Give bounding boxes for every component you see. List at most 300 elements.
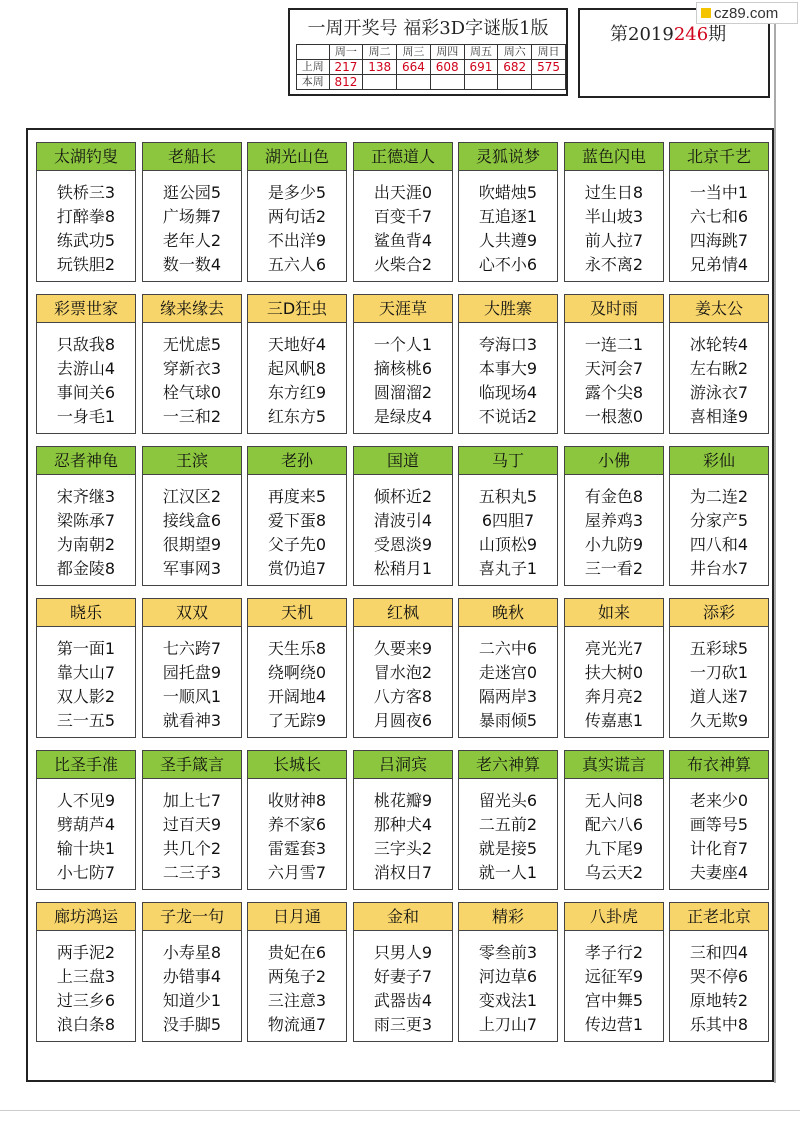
riddle-line: 江汉区2 [162,487,222,506]
card-riddles [37,171,135,277]
riddle-line: 清波引4 [373,511,433,530]
riddle-line: 留光头6 [478,791,538,810]
draw-number: 138 [363,60,397,75]
card-author: 灵狐说梦 [459,143,557,171]
corner-cell [297,45,330,60]
riddle-line: 就看神3 [162,711,222,730]
riddle-line: 鲨鱼背4 [373,231,433,250]
riddle-line: 老年人2 [162,231,222,250]
riddle-line: 分家产5 [689,511,749,530]
card-riddles [565,779,663,885]
riddle-line: 过三乡6 [56,991,116,1010]
panel-title: 一周开奖号 福彩3D字谜版1版 [307,18,549,39]
card-riddles [143,627,241,733]
riddle-card [564,750,664,890]
card-author: 晚秋 [459,599,557,627]
riddle-line: 爱下蛋8 [267,511,327,530]
riddle-card [36,446,136,586]
riddle-card [247,446,347,586]
riddle-card [36,294,136,434]
riddle-line: 接线盒6 [162,511,222,530]
riddle-line: 穿新衣3 [162,359,222,378]
riddle-line: 乌云天2 [584,863,644,882]
riddle-line: 三一看2 [584,559,644,578]
riddle-line: 二三子3 [162,863,222,882]
riddle-line: 月圆夜6 [373,711,433,730]
card-author: 国道 [354,447,452,475]
riddle-line: 很期望9 [162,535,222,554]
draw-number: 691 [464,60,498,75]
riddle-line: 双人影2 [56,687,116,706]
card-author: 布衣神算 [670,751,768,779]
riddle-line: 二五前2 [478,815,538,834]
riddle-card [353,446,453,586]
riddle-card [669,598,769,738]
draw-number: 682 [498,60,532,75]
card-riddles [248,931,346,1037]
riddle-line: 一三和2 [162,407,222,426]
card-author: 长城长 [248,751,346,779]
riddle-line: 玩铁胆2 [56,255,116,274]
riddle-line: 火柴合2 [373,255,433,274]
card-author: 老六神算 [459,751,557,779]
riddle-line: 逛公园5 [162,183,222,202]
riddle-card [247,750,347,890]
riddle-line: 走迷宫0 [478,663,538,682]
riddle-card [353,294,453,434]
draw-number [363,75,397,90]
riddle-line: 就是接5 [478,839,538,858]
riddle-line: 屋养鸡3 [584,511,644,530]
riddle-line: 八方客8 [373,687,433,706]
riddle-line: 练武功5 [56,231,116,250]
riddle-card [353,750,453,890]
riddle-line: 浪白条8 [56,1015,116,1034]
card-riddles [37,627,135,733]
card-riddles [354,171,452,277]
draw-number: 664 [397,60,431,75]
riddle-line: 军事网3 [162,559,222,578]
card-author: 真实谎言 [565,751,663,779]
riddle-line: 赏仍追7 [267,559,327,578]
riddle-line: 七六跨7 [162,639,222,658]
card-author: 小佛 [565,447,663,475]
riddle-line: 只男人9 [373,943,433,962]
bottom-divider [0,1110,800,1111]
riddle-line: 暴雨倾5 [478,711,538,730]
riddle-line: 远征军9 [584,967,644,986]
card-author: 八卦虎 [565,903,663,931]
riddle-line: 前人拉7 [584,231,644,250]
period-prefix: 第2019 [610,24,674,45]
riddle-line: 三字头2 [373,839,433,858]
card-author: 吕洞宾 [354,751,452,779]
this-week-row [297,75,566,90]
riddle-line: 东方红9 [267,383,327,402]
draw-number [464,75,498,90]
card-author: 大胜寨 [459,295,557,323]
card-author: 圣手箴言 [143,751,241,779]
card-author: 天涯草 [354,295,452,323]
riddle-line: 都金陵8 [56,559,116,578]
riddle-card [353,142,453,282]
riddle-line: 久要来9 [373,639,433,658]
riddle-card [36,750,136,890]
riddle-grid [26,128,774,1082]
riddle-card [353,598,453,738]
riddle-line: 宫中舞5 [584,991,644,1010]
riddle-line: 夫妻座4 [689,863,749,882]
card-author: 老船长 [143,143,241,171]
riddle-card [564,142,664,282]
riddle-line: 小九防9 [584,535,644,554]
riddle-line: 物流通7 [267,1015,327,1034]
riddle-card [142,142,242,282]
card-author: 添彩 [670,599,768,627]
card-riddles [670,627,768,733]
card-riddles [354,779,452,885]
riddle-line: 共几个2 [162,839,222,858]
card-riddles [37,931,135,1037]
riddle-line: 消权日7 [373,863,433,882]
riddle-line: 绕啊绕0 [267,663,327,682]
riddle-line: 打醉拳8 [56,207,116,226]
card-riddles [248,627,346,733]
card-riddles [143,323,241,429]
riddle-card [36,902,136,1042]
riddle-line: 兄弟情4 [689,255,749,274]
riddle-line: 无忧虑5 [162,335,222,354]
riddle-line: 亮光光7 [584,639,644,658]
riddle-line: 扶大树0 [584,663,644,682]
riddle-line: 传边营1 [584,1015,644,1034]
last-week-row [297,60,566,75]
riddle-line: 永不离2 [584,255,644,274]
card-author: 太湖钓叟 [37,143,135,171]
riddle-line: 收财神8 [267,791,327,810]
riddle-line: 二六中6 [478,639,538,658]
card-riddles [670,779,768,885]
card-riddles [37,323,135,429]
riddle-line: 是绿皮4 [373,407,433,426]
card-author: 金和 [354,903,452,931]
riddle-card [669,750,769,890]
riddle-line: 乐其中8 [689,1015,749,1034]
draw-number [430,75,464,90]
draw-number [532,75,566,90]
card-riddles [670,171,768,277]
card-riddles [459,475,557,581]
riddle-card [669,446,769,586]
card-riddles [565,627,663,733]
riddle-line: 过百天9 [162,815,222,834]
riddle-card [564,902,664,1042]
riddle-card [247,142,347,282]
card-riddles [459,931,557,1037]
riddle-line: 天河会7 [584,359,644,378]
day-header: 周五 [464,45,498,60]
riddle-card [142,294,242,434]
riddle-line: 圆溜溜2 [373,383,433,402]
day-header: 周二 [363,45,397,60]
riddle-line: 一顺风1 [162,687,222,706]
riddle-line: 栓气球0 [162,383,222,402]
riddle-line: 再度来5 [267,487,327,506]
riddle-card [669,902,769,1042]
riddle-line: 临现场4 [478,383,538,402]
card-author: 及时雨 [565,295,663,323]
card-author: 精彩 [459,903,557,931]
card-riddles [248,171,346,277]
riddle-line: 喜丸子1 [478,559,538,578]
card-author: 湖光山色 [248,143,346,171]
riddle-card [142,902,242,1042]
card-riddles [459,627,557,733]
card-riddles [37,779,135,885]
riddle-line: 一根葱0 [584,407,644,426]
riddle-line: 贵妃在6 [267,943,327,962]
card-riddles [459,323,557,429]
period-number: 246 [673,24,709,45]
riddle-line: 无人问8 [584,791,644,810]
riddle-card [36,598,136,738]
riddle-card [353,902,453,1042]
riddle-line: 五彩球5 [689,639,749,658]
card-author: 天机 [248,599,346,627]
riddle-card [458,142,558,282]
days-row [297,45,566,60]
riddle-card [669,142,769,282]
card-riddles [565,323,663,429]
riddle-line: 园托盘9 [162,663,222,682]
riddle-line: 不出洋9 [267,231,327,250]
card-riddles [565,931,663,1037]
riddle-line: 冒水泡2 [373,663,433,682]
card-author: 马丁 [459,447,557,475]
riddle-line: 一连二1 [584,335,644,354]
period-suffix: 期 [708,24,727,45]
card-riddles [143,171,241,277]
riddle-line: 吹蜡烛5 [478,183,538,202]
card-author: 彩票世家 [37,295,135,323]
riddle-card [564,598,664,738]
riddle-line: 冰轮转4 [689,335,749,354]
riddle-card [669,294,769,434]
card-author: 晓乐 [37,599,135,627]
riddle-card [564,446,664,586]
riddle-line: 老来少0 [689,791,749,810]
card-riddles [459,779,557,885]
day-header: 周四 [430,45,464,60]
riddle-line: 奔月亮2 [584,687,644,706]
riddle-line: 雷霆套3 [267,839,327,858]
weekly-draw-panel [288,8,568,96]
riddle-card [458,294,558,434]
riddle-line: 露个尖8 [584,383,644,402]
card-riddles [459,171,557,277]
card-riddles [37,475,135,581]
riddle-line: 哭不停6 [689,967,749,986]
row-label: 上周 [297,60,330,75]
card-author: 红枫 [354,599,452,627]
riddle-line: 铁桥三3 [56,183,116,202]
card-author: 日月通 [248,903,346,931]
riddle-line: 原地转2 [689,991,749,1010]
riddle-line: 知道少1 [162,991,222,1010]
riddle-line: 上三盘3 [56,967,116,986]
riddle-line: 没手脚5 [162,1015,222,1034]
riddle-line: 三和四4 [689,943,749,962]
card-riddles [354,475,452,581]
riddle-card [458,446,558,586]
riddle-line: 百变千7 [373,207,433,226]
riddle-line: 天生乐8 [267,639,327,658]
riddle-card [247,598,347,738]
riddle-line: 游泳衣7 [689,383,749,402]
card-author: 双双 [143,599,241,627]
riddle-line: 桃花瓣9 [373,791,433,810]
riddle-line: 摘核桃6 [373,359,433,378]
riddle-line: 只敌我8 [56,335,116,354]
draw-number [498,75,532,90]
weekly-draw-table [296,44,566,90]
card-riddles [248,475,346,581]
riddle-line: 互追逐1 [478,207,538,226]
riddle-line: 雨三更3 [373,1015,433,1034]
card-author: 北京千艺 [670,143,768,171]
riddle-line: 五六人6 [267,255,327,274]
riddle-line: 宋齐继3 [56,487,116,506]
riddle-line: 不说话2 [478,407,538,426]
riddle-card [36,142,136,282]
card-riddles [354,931,452,1037]
riddle-line: 数一数4 [162,255,222,274]
riddle-line: 零叁前3 [478,943,538,962]
riddle-line: 靠大山7 [56,663,116,682]
card-author: 缘来缘去 [143,295,241,323]
draw-number: 608 [430,60,464,75]
card-riddles [670,931,768,1037]
riddle-line: 四海跳7 [689,231,749,250]
riddle-line: 左右瞅2 [689,359,749,378]
row-label: 本周 [297,75,330,90]
riddle-line: 三注意3 [267,991,327,1010]
riddle-card [247,902,347,1042]
riddle-line: 两手泥2 [56,943,116,962]
card-author: 蓝色闪电 [565,143,663,171]
riddle-line: 两句话2 [267,207,327,226]
card-author: 忍者神龟 [37,447,135,475]
riddle-line: 孝子行2 [584,943,644,962]
day-header: 周六 [498,45,532,60]
day-header: 周一 [329,45,363,60]
draw-number [397,75,431,90]
riddle-line: 起风帆8 [267,359,327,378]
riddle-line: 是多少5 [267,183,327,202]
watermark-text: cz89.com [714,4,779,22]
riddle-line: 半山坡3 [584,207,644,226]
card-author: 正老北京 [670,903,768,931]
riddle-line: 天地好4 [267,335,327,354]
card-author: 正德道人 [354,143,452,171]
card-riddles [670,323,768,429]
riddle-line: 河边草6 [478,967,538,986]
riddle-line: 办错事4 [162,967,222,986]
card-riddles [670,475,768,581]
riddle-card [458,902,558,1042]
card-author: 三D狂虫 [248,295,346,323]
riddle-line: 广场舞7 [162,207,222,226]
riddle-card [458,750,558,890]
riddle-line: 好妻子7 [373,967,433,986]
riddle-card [142,750,242,890]
card-author: 子龙一句 [143,903,241,931]
riddle-line: 计化育7 [689,839,749,858]
riddle-line: 为二连2 [689,487,749,506]
riddle-line: 四八和4 [689,535,749,554]
riddle-line: 出天涯0 [373,183,433,202]
riddle-line: 梁陈承7 [56,511,116,530]
draw-number: 812 [329,75,363,90]
draw-number: 575 [532,60,566,75]
riddle-line: 传嘉惠1 [584,711,644,730]
card-riddles [143,931,241,1037]
riddle-line: 为南朝2 [56,535,116,554]
riddle-line: 过生日8 [584,183,644,202]
day-header: 周三 [397,45,431,60]
riddle-line: 去游山4 [56,359,116,378]
riddle-line: 有金色8 [584,487,644,506]
card-riddles [248,323,346,429]
riddle-line: 一个人1 [373,335,433,354]
riddle-line: 小七防7 [56,863,116,882]
card-author: 比圣手准 [37,751,135,779]
riddle-line: 那种犬4 [373,815,433,834]
card-riddles [248,779,346,885]
riddle-line: 画等号5 [689,815,749,834]
riddle-card [142,598,242,738]
riddle-line: 六月雪7 [267,863,327,882]
riddle-card [247,294,347,434]
riddle-line: 武器齿4 [373,991,433,1010]
riddle-line: 六七和6 [689,207,749,226]
riddle-line: 人共遵9 [478,231,538,250]
riddle-card [142,446,242,586]
riddle-line: 道人迷7 [689,687,749,706]
riddle-line: 6四胆7 [481,511,535,530]
riddle-line: 第一面1 [56,639,116,658]
card-riddles [354,323,452,429]
card-author: 老孙 [248,447,346,475]
riddle-line: 劈葫芦4 [56,815,116,834]
riddle-line: 一身毛1 [56,407,116,426]
card-riddles [143,779,241,885]
site-watermark[interactable] [696,2,798,24]
riddle-line: 养不家6 [267,815,327,834]
riddle-line: 喜相逢9 [689,407,749,426]
draw-number: 217 [329,60,363,75]
riddle-line: 久无欺9 [689,711,749,730]
riddle-line: 倾杯近2 [373,487,433,506]
riddle-line: 输十块1 [56,839,116,858]
riddle-line: 本事大9 [478,359,538,378]
riddle-line: 九下尾9 [584,839,644,858]
riddle-line: 了无踪9 [267,711,327,730]
card-riddles [143,475,241,581]
riddle-line: 心不小6 [478,255,538,274]
riddle-card [458,598,558,738]
riddle-line: 松稍月1 [373,559,433,578]
